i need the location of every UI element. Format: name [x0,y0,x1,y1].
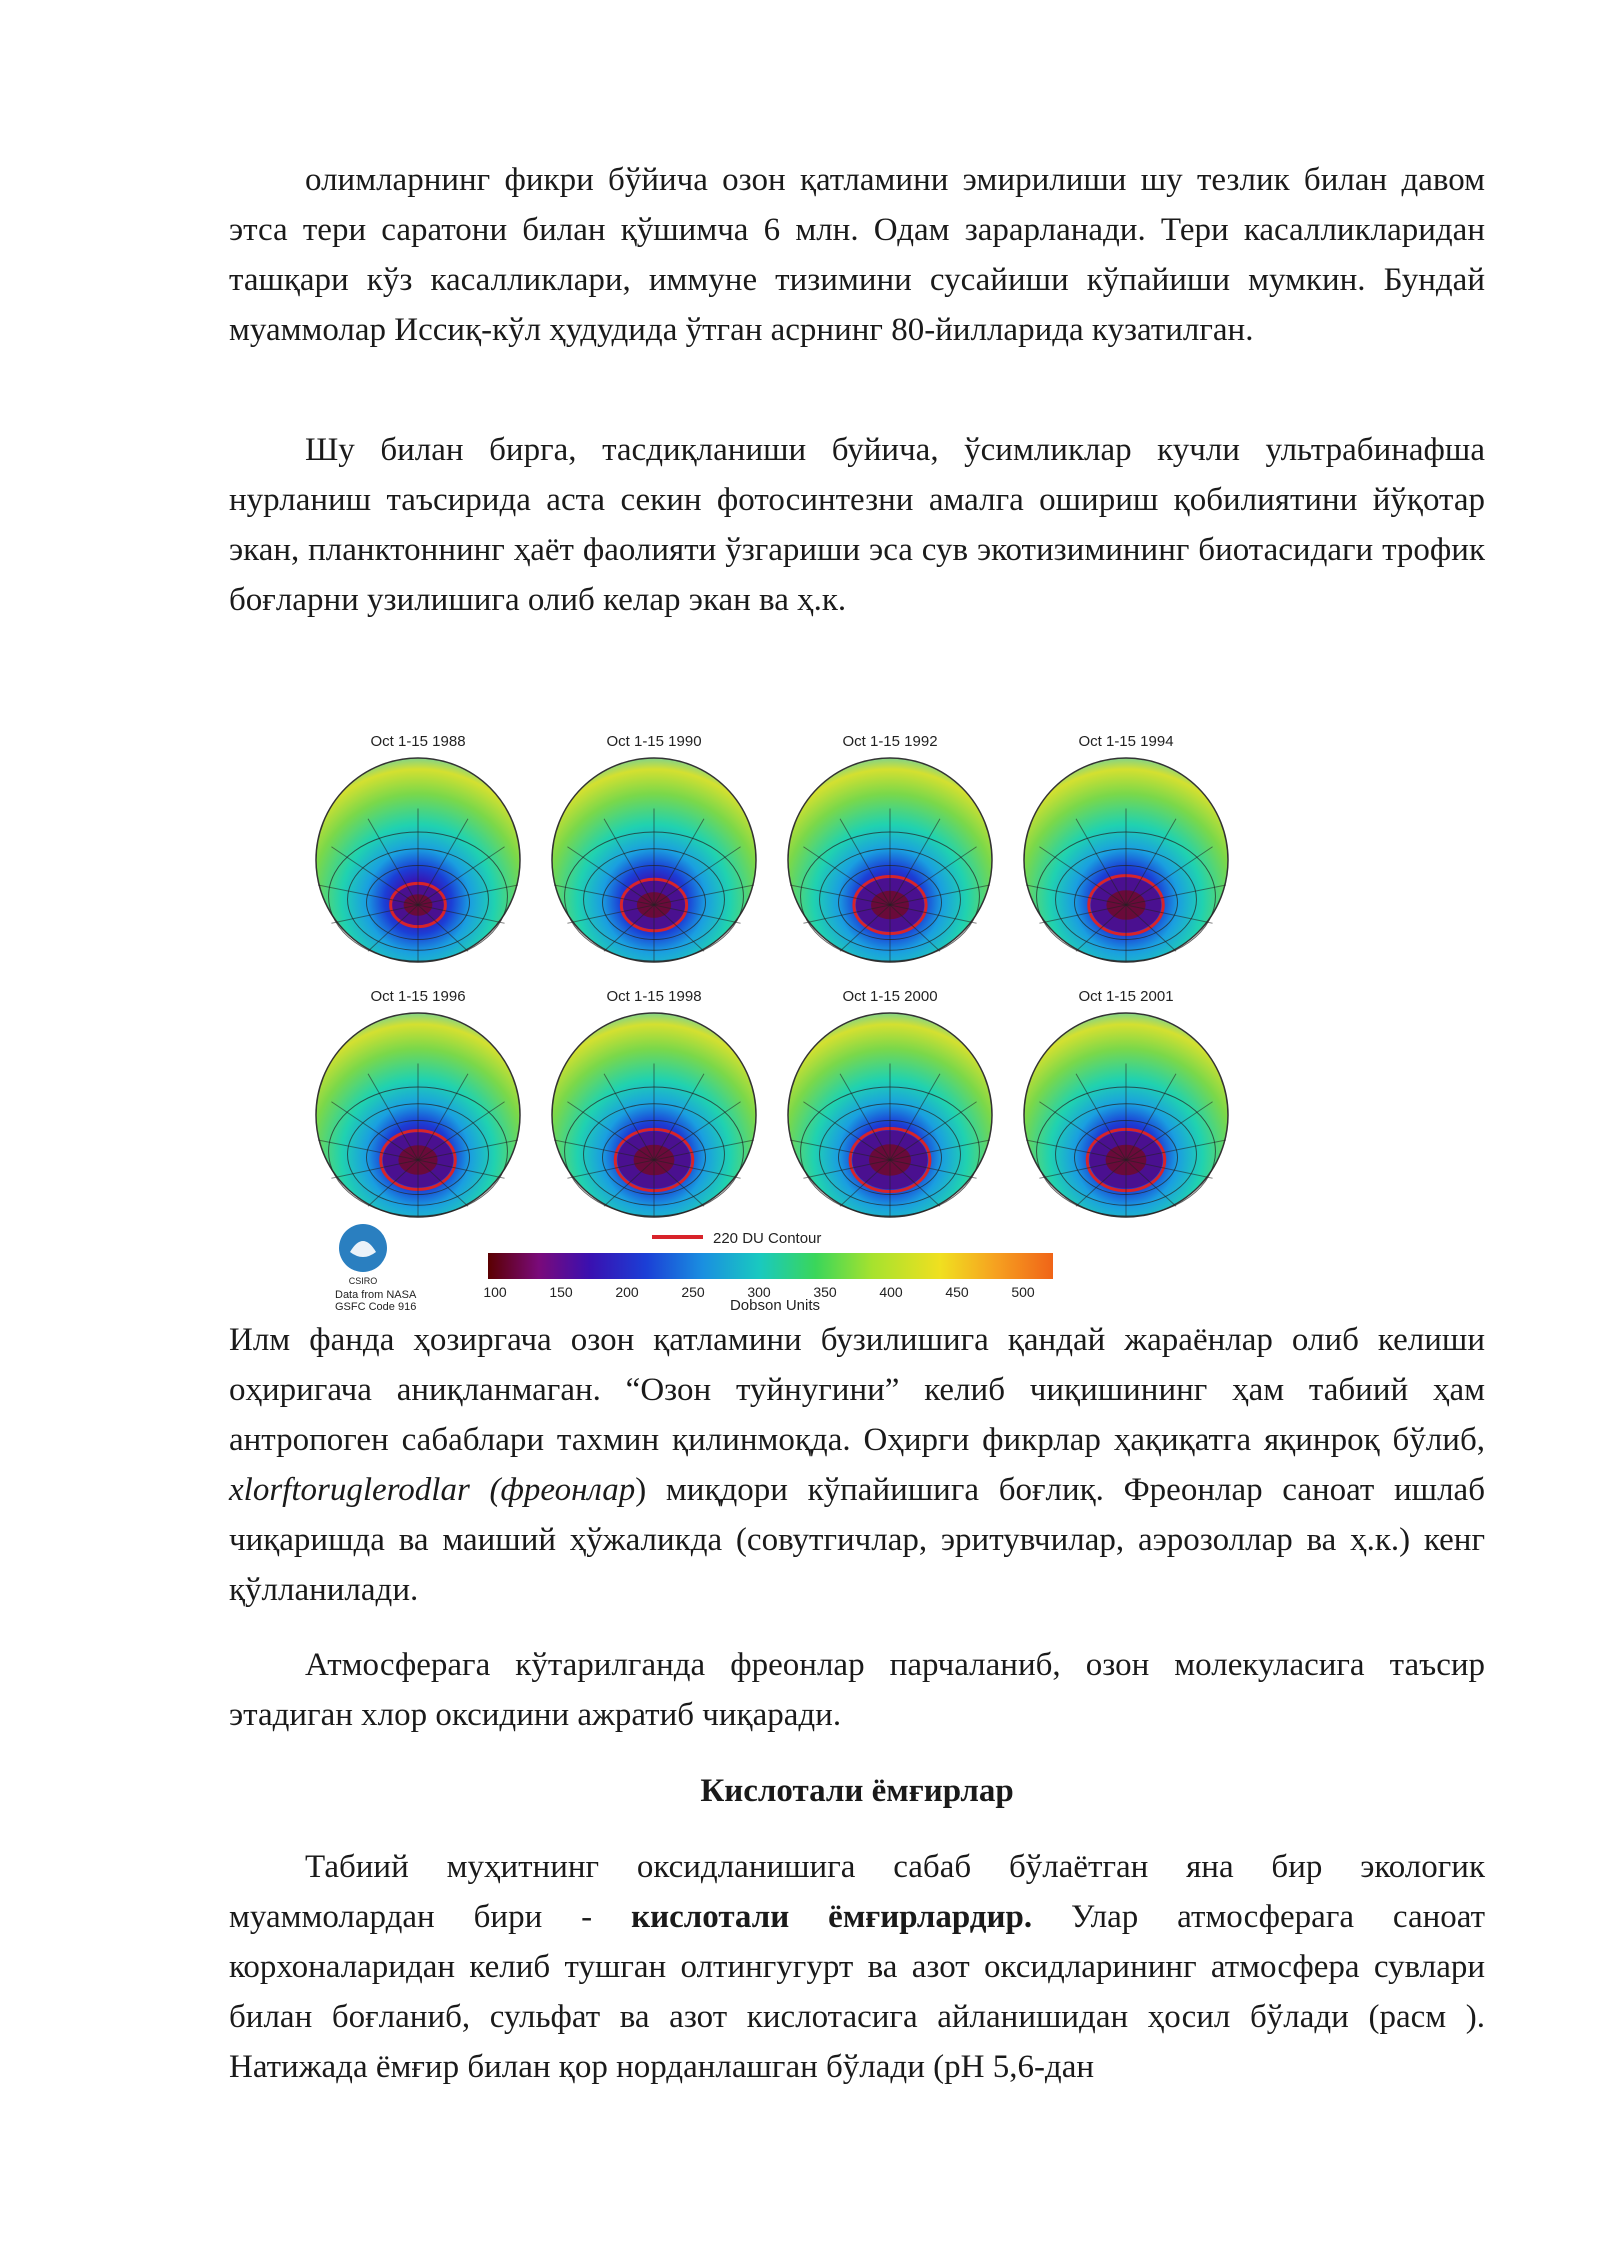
paragraph-5 [229,1842,1485,2092]
paragraph-5-text-b: Улар атмосферага саноат корхоналаридан келиб тушган олтингугурт ва азот оксидларининг атмосфера сувлари билан боғланиб, сульфат ва азот кислотасига айланишидан ҳосил бўлади (расм ). Натижада ёмғир билан қор норданлашган бўлади (pH 5,6-дан [229,1899,1485,2085]
scale-tick-label: 300 [747,1284,771,1300]
scale-tick-label: 150 [549,1284,573,1300]
credit-line-2: GSFC Code 916 [335,1301,417,1313]
globe-date-label: Oct 1-15 1998 [606,988,702,1005]
scale-tick-label: 450 [945,1284,969,1300]
ozone-globe [552,733,756,962]
globe-date-label: Oct 1-15 1988 [370,733,466,750]
ozone-globe [552,988,756,1217]
ozone-globe [788,988,992,1217]
logo-text: CSIRO [348,1276,378,1286]
ozone-globe [316,733,520,962]
ozone-globe [1024,988,1228,1217]
contour-legend-label: 220 DU Contour [713,1230,822,1247]
ozone-hole-figure [300,700,1260,1315]
paragraph-4: Атмосферага кўтарилганда фреонлар парчаланиб, озон молекуласига таъсир этадиган хлор оксидини ажратиб чиқаради. [229,1647,1485,1733]
globe-date-label: Oct 1-15 2000 [842,988,938,1005]
ozone-globe [316,988,520,1217]
ozone-globe [1024,733,1228,962]
dobson-color-scale [488,1253,1053,1279]
globe-date-label: Oct 1-15 1992 [842,733,938,750]
paragraph-1: олимларнинг фикри бўйича озон қатламини эмирилиши шу тезлик билан давом этса тери саратони билан қўшимча 6 млн. Одам зарарланади. Тери касалликларидан ташқари кўз касалликлари, иммуне тизимини сусайиши кўпайиши мумкин. Бундай муаммолар Иссиқ-кўл ҳудудида ўтган асрнинг 80-йилларида кузатилган. [229,162,1485,348]
scale-unit-label: Dobson Units [729,1297,821,1314]
scale-tick-label: 500 [1011,1284,1035,1300]
paragraph-5-bold: кислотали ёмғирлардир. [631,1899,1033,1935]
paragraph-5-text-a: Табиий муҳитнинг оксидланишига сабаб бўлаётган яна бир экологик муаммолардан бири - [229,1849,1485,1935]
paragraph-3 [229,1315,1485,1615]
scale-tick-label: 200 [615,1284,639,1300]
scale-tick-label: 250 [681,1284,705,1300]
paragraph-3-text-a: Илм фанда ҳозиргача озон қатламини бузилишига қандай жараёнлар олиб келиши оҳиригача аниқланмаган. “Озон туйнугини” келиб чиқишининг ҳам табиий ҳам антропоген сабаблари тахмин қилинмоқда. Оҳирги фикрлар ҳақиқатга яқинроқ бўлиб, [229,1322,1485,1458]
scale-tick-label: 100 [483,1284,507,1300]
scale-tick-label: 400 [879,1284,903,1300]
ozone-globes-image [300,700,1260,1315]
ozone-globe [788,733,992,962]
section-heading: Кислотали ёмғирлар [700,1773,1014,1809]
paragraph-3-text-b: ) миқдори кўпайишига боғлиқ. Фреонлар саноат ишлаб чиқаришда ва маиший ҳўжаликда (совутгичлар, эритувчилар, аэрозоллар ва ҳ.к.) кенг қўлланилади. [229,1472,1485,1608]
globe-date-label: Oct 1-15 1990 [606,733,702,750]
paragraph-3-italic: xlorftoruglerodlar (фреонлар [229,1472,636,1508]
csiro-logo [339,1224,387,1286]
globe-date-label: Oct 1-15 2001 [1078,988,1174,1005]
credit-line-1: Data from NASA [335,1289,417,1301]
globe-date-label: Oct 1-15 1994 [1078,733,1174,750]
globe-date-label: Oct 1-15 1996 [370,988,466,1005]
paragraph-2: Шу билан бирга, тасдиқланиши буйича, ўсимликлар кучли ультрабинафша нурланиш таъсирида аста секин фотосинтезни амалга ошириш қобилиятини йўқотар экан, планктоннинг ҳаёт фаолияти ўзгариши эса сув экотизимининг биотасидаги трофик боғларни узилишига олиб келар экан ва ҳ.к. [229,432,1485,618]
scale-tick-label: 350 [813,1284,837,1300]
